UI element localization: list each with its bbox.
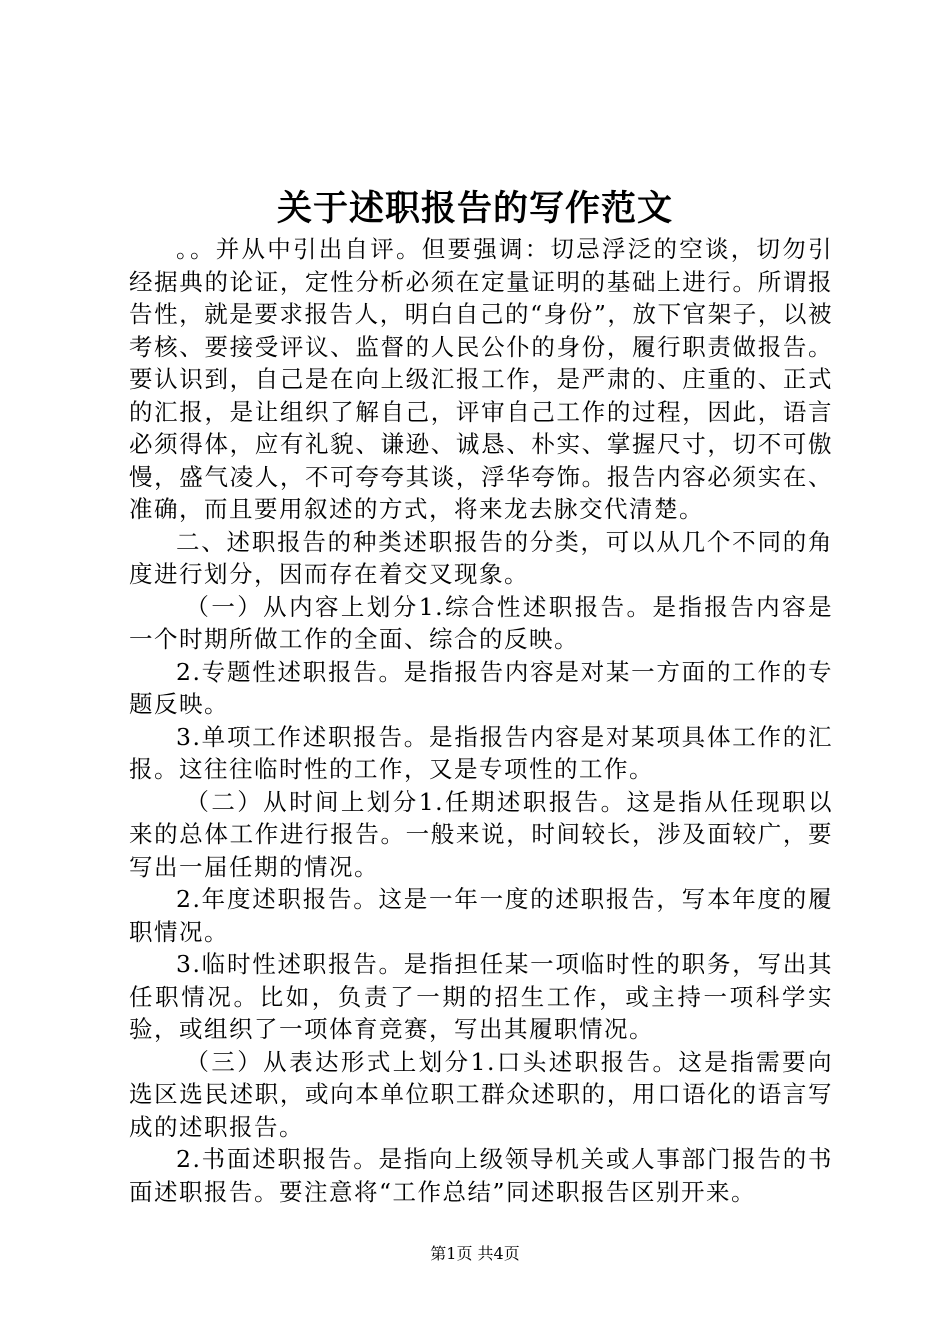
paragraph-intro: 。。并从中引出自评。但要强调：切忌浮泛的空谈，切勿引经据典的论证，定性分析必须在定量证明的基础上进行。所谓报告性，就是要求报告人，明白自己的“身份”，放下官架子，以被考核、要接受评议、监督的人民公仆的身份，履行职责做报告。要认识到，自己是在向上级汇报工作，是严肃的、庄重的、正式的汇报，是让组织了解自己，评审自己工作的过程，因此，语言必须得体，应有礼貌、谦逊、诚恳、朴实、掌握尺寸，切不可傲慢，盛气凌人，不可夸夸其谈，浮华夸饰。报告内容必须实在、准确，而且要用叙述的方式，将来龙去脉交代清楚。 [129,235,833,523]
paragraph-by-content: （一）从内容上划分1.综合性述职报告。是指报告内容是一个时期所做工作的全面、综合的反映。 [129,592,833,653]
page-title: 关于述职报告的写作范文 [276,188,673,229]
paragraph-single-item-report: 3.单项工作述职报告。是指报告内容是对某项具体工作的汇报。这往往临时性的工作，又是专项性的工作。 [129,722,833,783]
document-body [129,233,833,1208]
paragraph-written-report: 2.书面述职报告。是指向上级领导机关或人事部门报告的书面述职报告。要注意将“工作总结”同述职报告区别开来。 [129,1145,833,1206]
paragraph-temporary-report: 3.临时性述职报告。是指担任某一项临时性的职务，写出其任职情况。比如，负责了一期的招生工作，或主持一项科学实验，或组织了一项体育竞赛，写出其履职情况。 [129,950,833,1043]
paragraph-by-time: （二）从时间上划分1.任期述职报告。这是指从任现职以来的总体工作进行报告。一般来说，时间较长，涉及面较广，要写出一届任期的情况。 [129,787,833,881]
paragraph-topical-report: 2.专题性述职报告。是指报告内容是对某一方面的工作的专题反映。 [129,657,833,718]
paragraph-annual-report: 2.年度述职报告。这是一年一度的述职报告，写本年度的履职情况。 [129,885,833,946]
paragraph-by-form: （三）从表达形式上划分1.口头述职报告。这是指需要向选区选民述职，或向本单位职工群众述职的，用口语化的语言写成的述职报告。 [129,1047,833,1141]
page-footer: 第1页 共4页 [430,1244,520,1263]
paragraph-types-heading: 二、述职报告的种类述职报告的分类，可以从几个不同的角度进行划分，因而存在着交叉现象。 [129,527,833,588]
